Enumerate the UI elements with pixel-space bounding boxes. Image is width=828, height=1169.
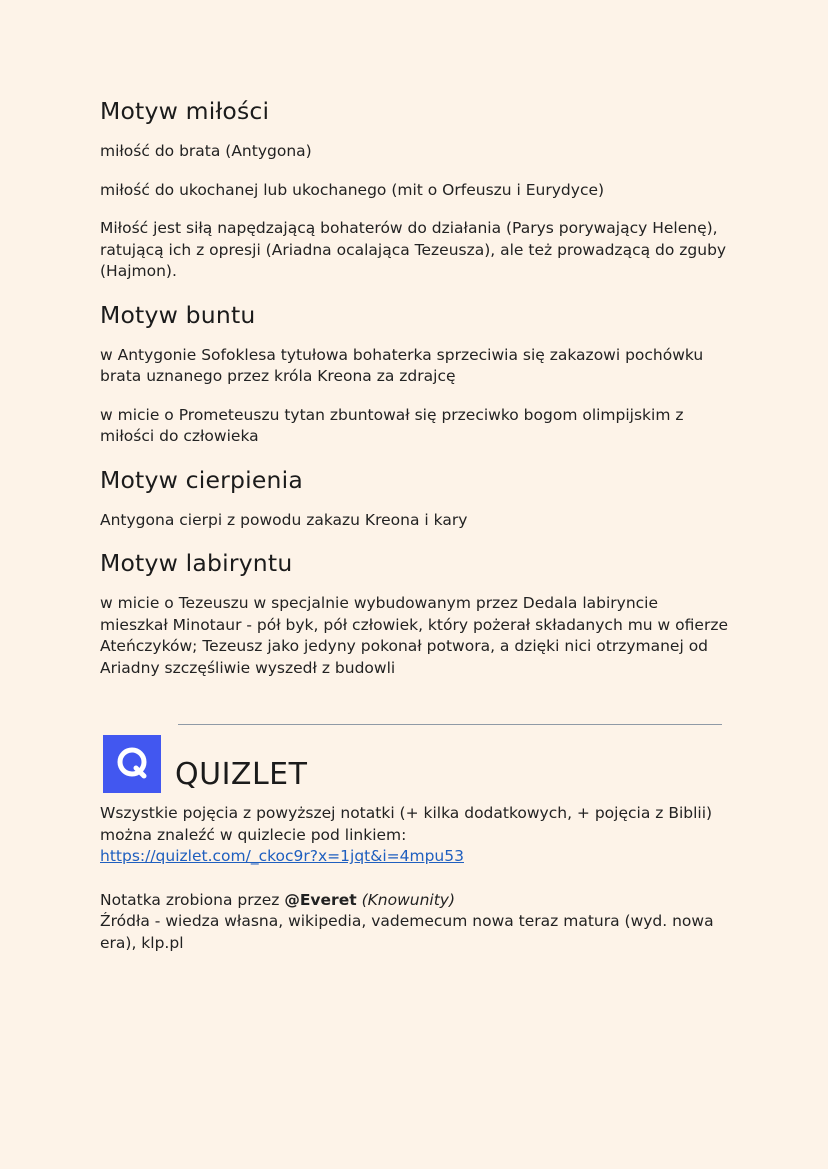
separator-line [178, 724, 722, 725]
section-heading: Motyw labiryntu [100, 549, 293, 577]
section-heading: Motyw buntu [100, 300, 256, 329]
paragraph: Miłość jest siłą napędzającą bohaterów do działania (Parys porywający Helenę), ratującą ich z opresji (Ariadna ocalająca Tezeusza), ale też prowadzącą do zguby (Hajmon). [100, 219, 727, 280]
footer-block [100, 803, 740, 954]
author-platform: (Knowunity) [361, 890, 456, 909]
quizlet-description: Wszystkie pojęcia z powyższej notatki (+ kilka dodatkowych, + pojęcia z Biblii) można znaleźć w quizlecie pod linkiem: [100, 804, 713, 844]
paragraph: w micie o Tezeuszu w specjalnie wybudowanym przez Dedala labiryncie mieszkał Minotaur - pół byk, pół człowiek, który pożerał składanych mu w ofierze Ateńczyków; Tezeusz jako jedyny pokonał potwora, a dzięki nici otrzymanej od Ariadny szczęśliwie wyszedł z budowli [100, 594, 728, 677]
quizlet-link[interactable]: https://quizlet.com/_ckoc9r?x=1jqt&i=4mpu53 [100, 847, 464, 865]
quizlet-logo-icon [103, 735, 161, 793]
section-rebellion [100, 300, 730, 448]
sources-line: Źródła - wiedza własna, wikipedia, vademecum nowa teraz matura (wyd. nowa era), klp.pl [100, 912, 714, 952]
paragraph: Antygona cierpi z powodu zakazu Kreona i kary [100, 510, 468, 529]
section-love [100, 96, 730, 283]
author-line [100, 890, 740, 912]
section-suffering [100, 465, 730, 532]
spacer [100, 868, 740, 890]
paragraph: w Antygonie Sofoklesa tytułowa bohaterka sprzeciwia się zakazowi pochówku brata uznanego przez króla Kreona za zdrajcę [100, 345, 704, 385]
quizlet-q-icon [103, 735, 161, 793]
section-labyrinth [100, 548, 730, 679]
paragraph: w micie o Prometeuszu tytan zbuntował się przeciwko bogom olimpijskim z miłości do człowieka [100, 405, 684, 445]
paragraph: miłość do brata (Antygona) [100, 142, 312, 160]
section-heading: Motyw miłości [100, 97, 270, 125]
section-heading: Motyw cierpienia [100, 465, 303, 494]
quizlet-title: QUIZLET [175, 757, 308, 792]
paragraph: miłość do ukochanej lub ukochanego (mit o Orfeuszu i Eurydyce) [100, 180, 605, 199]
author-prefix: Notatka zrobiona przez [100, 890, 285, 909]
notes-content [100, 96, 730, 696]
author-handle: @Everet [284, 890, 357, 909]
